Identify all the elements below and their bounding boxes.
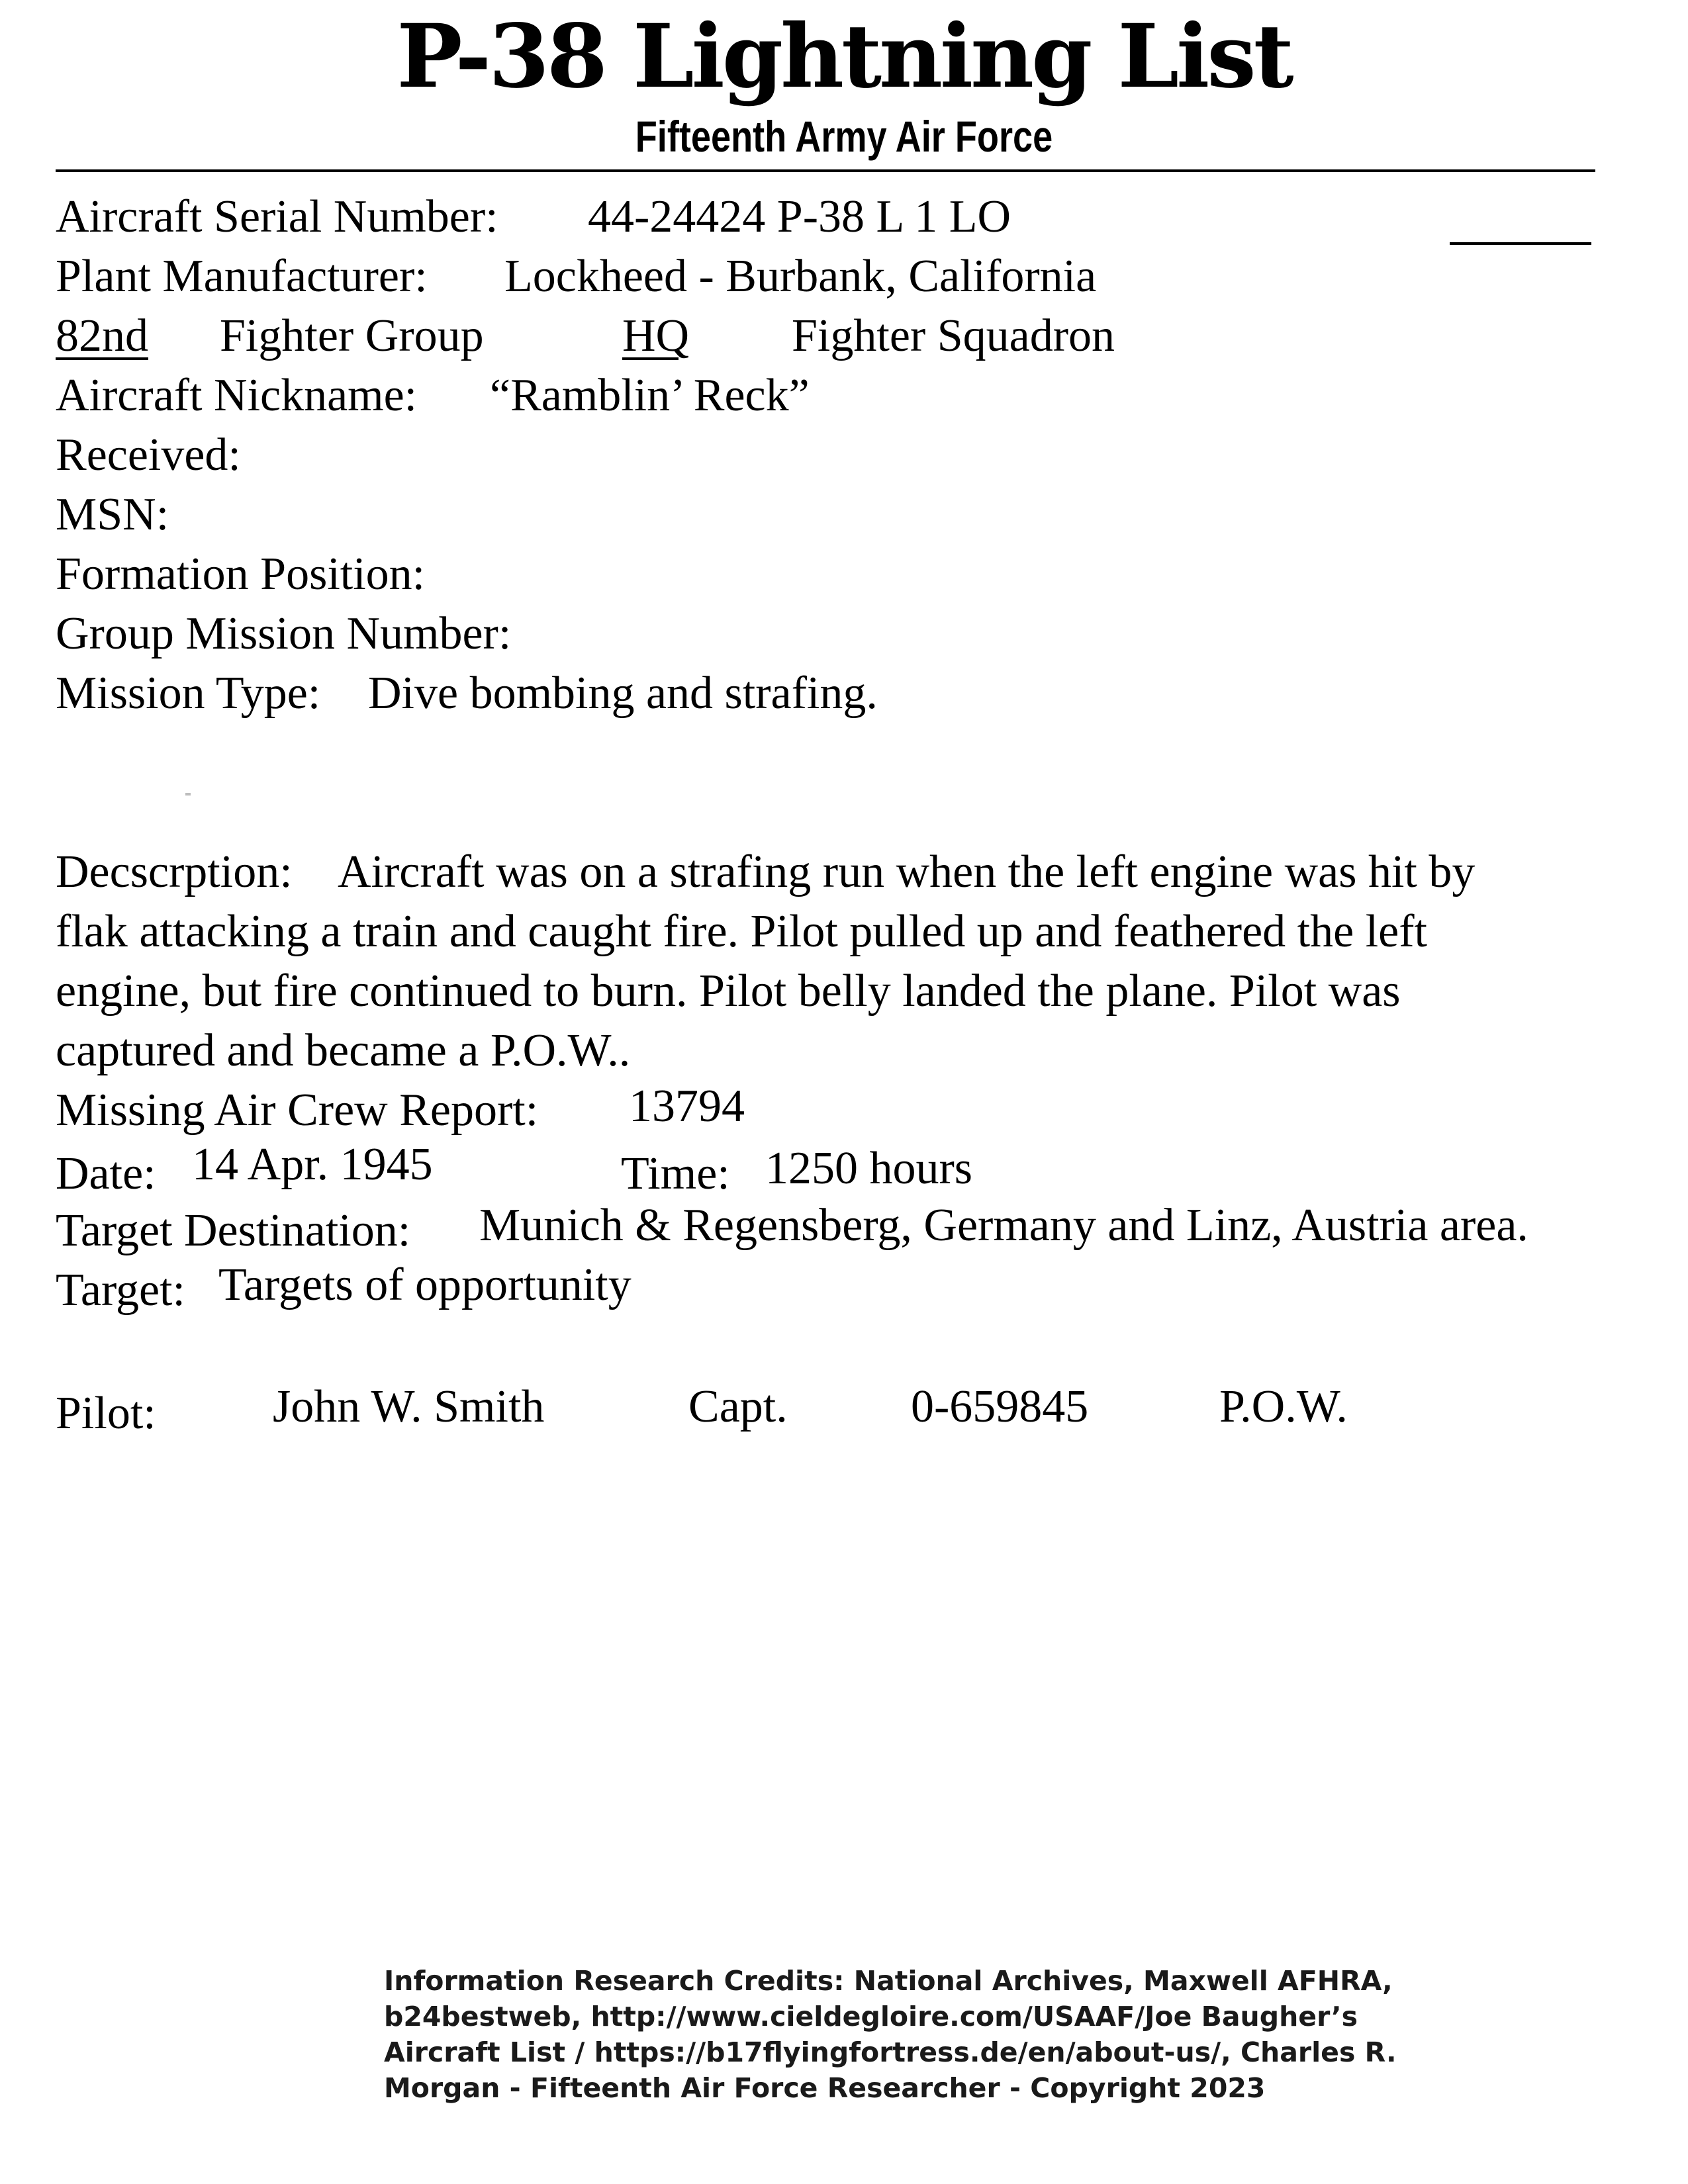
pilot-rank: Capt. xyxy=(688,1381,788,1432)
time-value: 1250 hours xyxy=(765,1143,973,1194)
credits-line: Aircraft List / https://b17flyingfortress.de/en/about-us/, Charles R. xyxy=(384,2036,1397,2068)
target-destination-label: Target Destination: xyxy=(56,1205,411,1256)
time-label: Time: xyxy=(621,1148,730,1199)
mission-type-value: Dive bombing and strafing. xyxy=(368,668,878,719)
date-label: Date: xyxy=(56,1148,156,1199)
manufacturer-value: Lockheed - Burbank, California xyxy=(504,251,1097,302)
pilot-name: John W. Smith xyxy=(273,1381,545,1432)
fighter-group-value: 82nd xyxy=(56,310,148,361)
stray-mark xyxy=(185,793,191,796)
formation-position-label: Formation Position: xyxy=(56,549,426,600)
date-value: 14 Apr. 1945 xyxy=(192,1139,433,1190)
nickname-value: “Ramblin’ Reck” xyxy=(490,370,810,421)
description-line: engine, but fire continued to burn. Pilot belly landed the plane. Pilot was xyxy=(56,966,1401,1017)
target-destination-value: Munich & Regensberg, Germany and Linz, Austria area. xyxy=(479,1200,1528,1251)
description-line: flak attacking a train and caught fire. Pilot pulled up and feathered the left xyxy=(56,906,1427,957)
page-title: P-38 Lightning List xyxy=(397,5,1291,108)
description-line: Aircraft was on a strafing run when the left engine was hit by xyxy=(338,846,1476,897)
fighter-group-label: Fighter Group xyxy=(220,310,484,361)
serial-blank-line xyxy=(1450,242,1591,245)
received-label: Received: xyxy=(56,430,241,480)
credits-line: Morgan - Fifteenth Air Force Researcher - Copyright 2023 xyxy=(384,2072,1266,2104)
credits-line: b24bestweb, http://www.cieldegloire.com/USAAF/Joe Baugher’s xyxy=(384,2001,1358,2032)
target-value: Targets of opportunity xyxy=(218,1259,632,1310)
manufacturer-label: Plant Manufacturer: xyxy=(56,251,428,302)
pilot-label: Pilot: xyxy=(56,1388,156,1439)
credits-line: Information Research Credits: National Archives, Maxwell AFHRA, xyxy=(384,1965,1393,1997)
target-label: Target: xyxy=(56,1265,185,1316)
description-label: Decscrption: xyxy=(56,846,293,897)
fighter-squadron-value: HQ xyxy=(622,310,690,361)
research-credits xyxy=(384,1963,1397,2106)
serial-number-value: 44-24424 P-38 L 1 LO xyxy=(588,191,1011,242)
pilot-serial: 0-659845 xyxy=(911,1381,1089,1432)
serial-number-label: Aircraft Serial Number: xyxy=(56,191,498,242)
msn-label: MSN: xyxy=(56,489,169,540)
fighter-squadron-label: Fighter Squadron xyxy=(792,310,1115,361)
header-divider xyxy=(56,169,1595,172)
macr-label: Missing Air Crew Report: xyxy=(56,1085,539,1136)
macr-value: 13794 xyxy=(629,1081,745,1132)
mission-type-label: Mission Type: xyxy=(56,668,321,719)
description-line: captured and became a P.O.W.. xyxy=(56,1025,631,1076)
pilot-status: P.O.W. xyxy=(1219,1381,1348,1432)
page-subtitle: Fifteenth Army Air Force xyxy=(635,112,1053,161)
nickname-label: Aircraft Nickname: xyxy=(56,370,418,421)
group-mission-number-label: Group Mission Number: xyxy=(56,608,512,659)
